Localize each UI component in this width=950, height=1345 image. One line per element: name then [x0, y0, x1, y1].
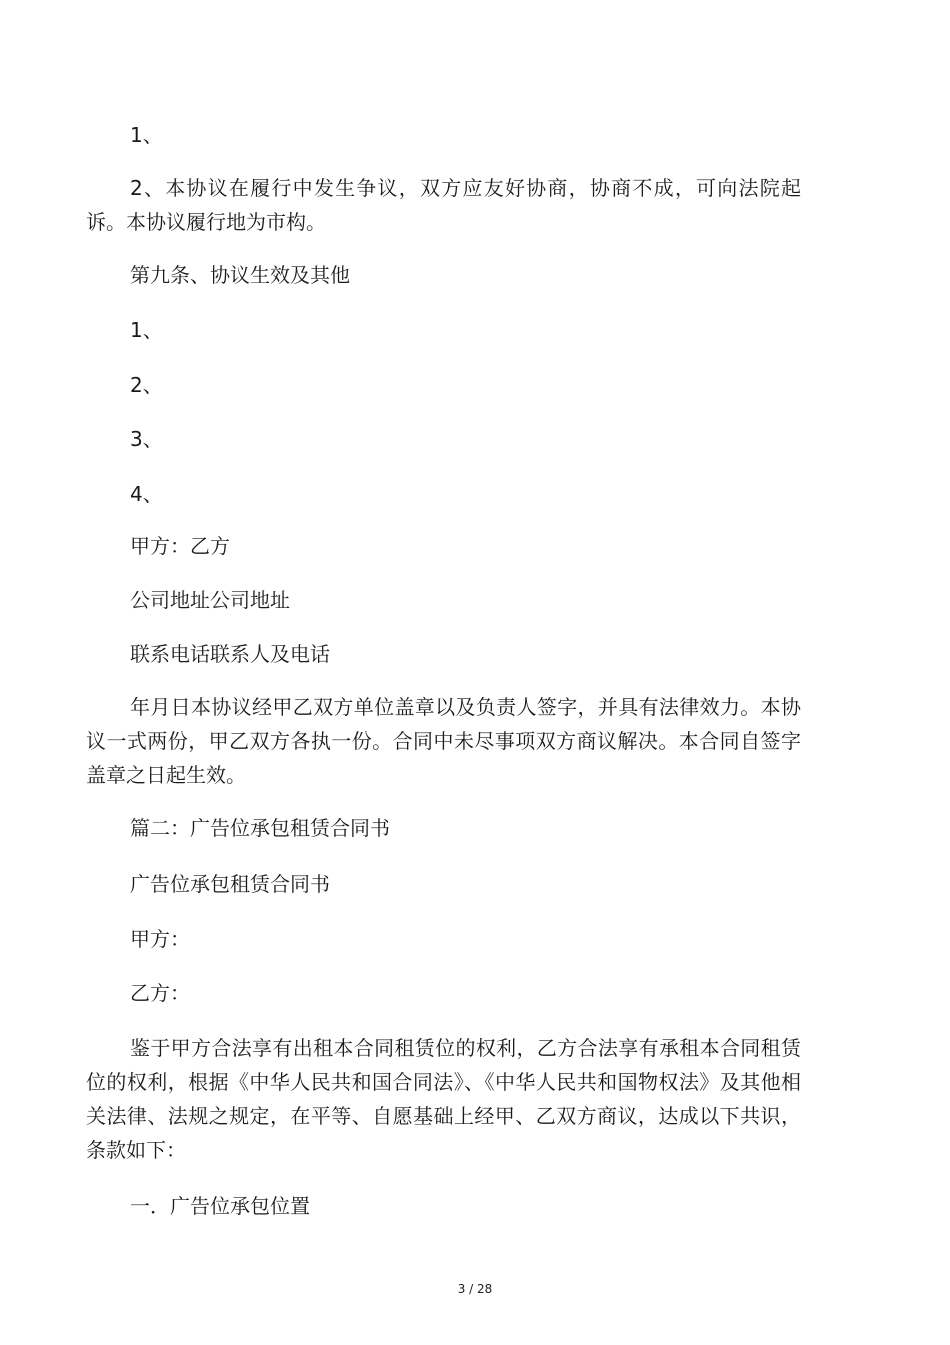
- paragraph-effective-clause: 年月日本协议经甲乙双方单位盖章以及负责人签字，并具有法律效力。本协议一式两份，甲乙双方各执一份。合同中未尽事项双方商议解决。本合同自签字盖章之日起生效。: [86, 695, 801, 787]
- paragraph-party-b: 乙方：: [130, 981, 190, 1005]
- paragraph-parties: 甲方：乙方: [130, 534, 230, 558]
- paragraph-recital: 鉴于甲方合法享有出租本合同租赁位的权利，乙方合法享有承租本合同租赁位的权利，根据《中华人民共和国合同法》、《中华人民共和国物权法》及其他相关法律、法规之规定，在平等、自愿基础上经甲、乙双方商议，达成以下共识，条款如下：: [86, 1036, 801, 1162]
- contract-title: 广告位承包租赁合同书: [130, 872, 330, 896]
- section-heading-ad-location: 一．广告位承包位置: [130, 1194, 310, 1218]
- paragraph-dispute-clause: 2、本协议在履行中发生争议，双方应友好协商，协商不成，可向法院起诉。本协议履行地为市构。: [86, 176, 801, 234]
- paragraph-company-address: 公司地址公司地址: [130, 588, 290, 612]
- paragraph-contact-phone: 联系电话联系人及电话: [130, 642, 330, 666]
- section-heading-part-2: 篇二：广告位承包租赁合同书: [130, 816, 390, 840]
- page-number: 3 / 28: [457, 1282, 493, 1296]
- paragraph-item-3b: 3、: [130, 427, 163, 451]
- paragraph-item-1: 1、: [130, 123, 163, 147]
- paragraph-item-1b: 1、: [130, 318, 163, 342]
- paragraph-item-4b: 4、: [130, 482, 163, 506]
- paragraph-item-2b: 2、: [130, 373, 163, 397]
- section-heading-article-9: 第九条、协议生效及其他: [130, 263, 350, 287]
- paragraph-party-a: 甲方：: [130, 927, 190, 951]
